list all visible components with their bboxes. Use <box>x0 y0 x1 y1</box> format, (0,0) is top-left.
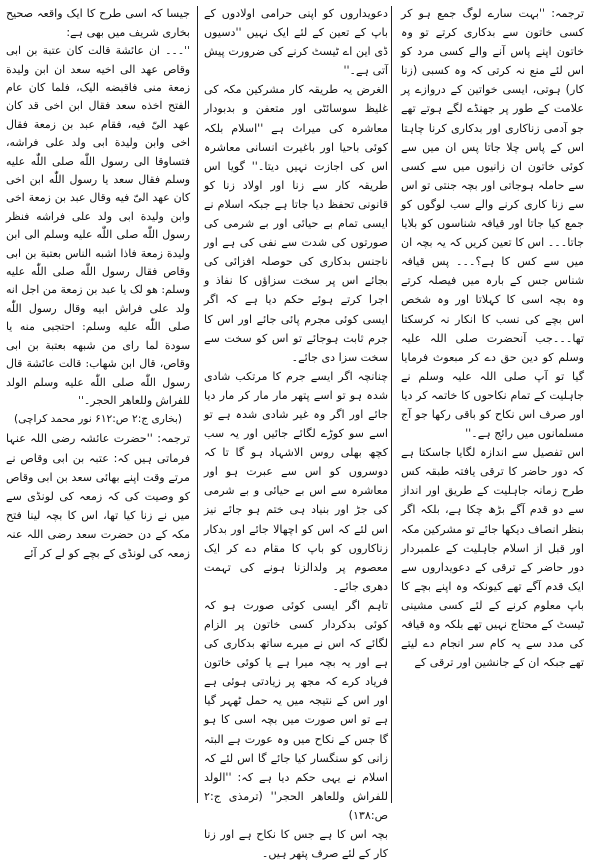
ruling-paragraph: تاہم اگر ایسی کوئی صورت ہو کہ کوئی بدکردار کسی خاتون پر الزام لگائے کہ اس نے میرے ساتھ بدکاری کی ہے اور یہ بچہ میرا ہے یا کوئی خاتون فریاد کرے کہ مجھ پر زیادتی ہوئی ہے اور اس کے نتیجہ میں یہ حمل ٹھہر گیا ہے تو اس صورت میں بچہ اسی کا ہو گا جس کے نکاح میں وہ عورت ہے البتہ زانی کو سنگسار کیا جائے گا اس لئے کہ اسلام نے یہی حکم دیا ہے کہ: ''الولد للفراش وللعاهر الحجر'' (ترمذی ج:۲ ص:۱۳۸) <box>204 598 388 822</box>
text-column-middle <box>204 4 388 861</box>
hadith-reference: (بخاری ج:۲ ص:۶۱۲ نور محمد کراچی) <box>13 413 183 426</box>
column-divider <box>391 6 392 803</box>
summary-paragraph: الغرض یہ طریقہ کار مشرکین مکہ کی غلیظ سوسائٹی اور متعفن و بدبودار معاشرہ کی میراث ہے ''اسلام بلکہ کوئی باحیا اور باغیرت انسانی معاشرہ اس کی اجازت نہیں دیتا۔'' گویا اس طریقہ کار سے زنا اور اولاد زنا کو قانونی تحفظ دیا جاتا ہے جبکہ اسلام نے ایسی تمام بے حیائی اور بے شرمی کی صورتوں کی شدت سے نفی کی ہے اور ناجنس بدکاری کی حوصلہ افزائی کی بجائے اس پر سخت سزاؤں کا نفاذ و اجرا کرتے ہوئے حکم دیا ہے کہ اگر ایسی کوئی مجرم پائی جائے اور اس کا جرم ثابت ہوجائے تو اس کو سخت سے سخت سزا دی جائے۔ <box>204 83 388 364</box>
hadith-translation: ترجمہ: ''حضرت عائشہ رضی اللہ عنہا فرماتی ہیں کہ: عتبہ بن ابی وقاص نے مرتے وقت اپنے بھائی سعد بن ابی وقاص کو وصیت کی کہ زمعہ کی لونڈی سے میں نے زنا کیا تھا، اس کا بچہ لینا فتح مکہ کے دن حضرت سعد رضی اللہ عنہ زمعہ کی لونڈی کے بچے کو لے کر آئے <box>6 432 190 560</box>
continuation-paragraph: دعویداروں کو اپنی حرامی اولادوں کے باپ کے تعین کے لئے ایک نہیں ''دسیوں ڈی این اے ٹیسٹ کرنے کی ضرورت پیش آتی ہے۔'' <box>204 7 388 78</box>
column-divider <box>197 6 198 803</box>
ruling-translation: بچہ اس کا ہے جس کا نکاح ہے اور زنا کار کے لئے صرف پتھر ہیں۔ <box>204 828 388 861</box>
hadith-intro: جیسا کہ اسی طرح کا ایک واقعہ صحیح بخاری شریف میں بھی ہے: <box>6 7 190 40</box>
text-column-right <box>401 4 584 805</box>
text-column-left <box>6 4 190 805</box>
analysis-paragraph: اس تفصیل سے اندازہ لگایا جاسکتا ہے کہ دور حاضر کا ترقی یافتہ طبقہ کس طرح زمانہ جاہلیت کے طریق اور انداز سے دو قدم آگے بڑھ چکا ہے، بلکہ اگر بنظر انصاف دیکھا جائے تو مشرکین مکہ اور قبل از اسلام جاہلیت کے علمبردار دور حاضر کے ترقی کے دعویداروں سے ایک قدم آگے تھے کیونکہ وہ اپنے بچے کا باپ معلوم کرنے کے لئے کسی مشینی ٹیسٹ کے محتاج نہیں تھے بلکہ وہ قیافہ کی مدد سے یہ کام سر انجام دے لیتے تھے جبکہ ان کے جانشین اور ترقی کے <box>401 446 584 670</box>
hadith-arabic-text: ''۔۔۔ ان عائشة قالت کان عتبة بن ابی وقاص عهد الی اخیه سعد ان ابن ولیدة زمعة منی فاقبضه الیک، فلما کان عام الفتح اخذه سعد فقال ابن اخی قد کان عهد الیّ فیه، فقام عبد بن زمعة فقال اخی وابن ولیدة ابی ولد علی فراشه، فتساوقا الی رسول اللّٰه صلی اللّٰه علیه وسلم فقال سعد یا رسول اللّٰه ابن اخی کان عهد الیّ فیه وقال عبد بن زمعة اخی وابن ولیدة ابی ولد علی فراشه فنظر رسول اللّٰه صلی اللّٰه علیه وسلم الی ابن ولیدة زمعة فاذا اشبه الناس بعتبة بن ابی وقاص فقال رسول اللّٰه صلی اللّٰه علیه وسلم: هو لک یا عبد بن زمعة من اجل انه ولد علی فراش ابیه وقال رسول اللّٰه صلی اللّٰه علیه وسلم: احتجبی منه یا سودة لما رای من شبهه بعتبة بن ابی وقاص، قال ابن شهاب: قالت عائشة قال رسول اللّٰه صلی اللّٰه علیه وسلم الولد للفراش وللعاهر الحجر۔'' <box>6 44 190 407</box>
translation-paragraph: ترجمہ: ''بہت سارے لوگ جمع ہو کر کسی خاتون سے بدکاری کرتے تو وہ خاتون اپنے پاس آنے والے کسی مرد کو اس لئے منع نہ کرتی کہ وہ کسبی (زنا کار) ہوتی، ایسی خواتین کے دروازے پر علامت کے طور پر جھنڈے لگے ہوتے تھے جو آدمی زناکاری اور بدکاری کرنا چاہتا اس کے پاس چلا جاتا پس ان میں سے کوئی خاتون ان زانیوں میں سے کسی سے حاملہ ہوجاتی اور بچہ جنتی تو اس سے زنا کاری کرنے والے سب لوگوں کو جمع کیا جاتا اور قیافہ شناسوں کو بلایا جاتا۔۔۔ اس کا تعین کریں کہ یہ بچہ ان میں سے کس کا ہے؟۔۔۔ پس قیافہ شناس جس کے بارہ میں فیصلہ کرتے وہ بچہ اسی کا کہلاتا اور وہ شخص اس بچے کی نسب کا انکار نہ کرسکتا تھا۔۔۔جب آنحضرت صلی اللہ علیہ وسلم کو دین حق دے کر مبعوث فرمایا گیا تو آپ صلی اللہ علیہ وسلم نے جاہلیت کے تمام نکاحوں کا خاتمہ کر دیا اور صرف اس نکاح کو باقی رکھا جو آج مسلمانوں میں رائج ہے۔'' <box>401 7 584 441</box>
punishment-paragraph: چنانچہ اگر ایسے جرم کا مرتکب شادی شدہ ہو تو اسے پتھر مار مار کر مار دیا جائے اور اگر وہ غیر شادی شدہ ہے تو اسے سو کوڑے لگائے جائیں اور یہ سب کچھ بھلی روس الاشہاد ہو گا تا کہ دوسروں کو اس سے عبرت ہو اور معاشرہ سے اس بے حیائی و بے شرمی کی جڑ اور بنیاد ہی ختم ہو جائے نیز اس لئے کہ اس کو اچھالا جائے اور بدکار زناکاروں کو باپ کا مقام دے کر ایک معصوم پر ولدالزنا ہونے کی تہمت دھری جائے۔ <box>204 369 388 593</box>
